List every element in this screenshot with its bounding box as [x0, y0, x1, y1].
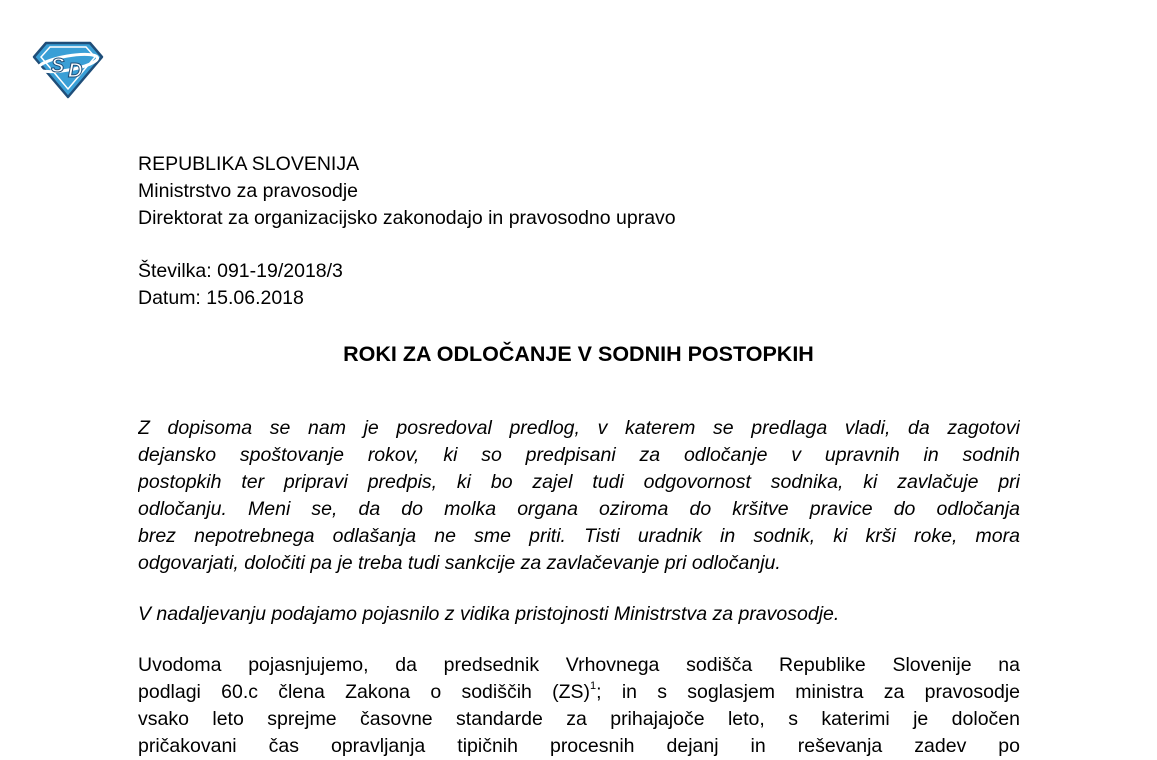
document-number: Številka: 091-19/2018/3 [138, 260, 343, 282]
paragraph3-line2-before: podlagi 60.c člena Zakona o sodiščih (ZS) [138, 681, 591, 703]
letterhead-country: REPUBLIKA SLOVENIJA [138, 153, 360, 175]
letterhead-directorate: Direktorat za organizacijsko zakonodajo in pravosodno upravo [138, 207, 676, 229]
paragraph2: V nadaljevanju podajamo pojasnilo z vidika pristojnosti Ministrstva za pravosodje. [138, 603, 840, 625]
svg-text:S: S [51, 55, 65, 77]
document-date: Datum: 15.06.2018 [138, 287, 304, 309]
document-meta [138, 258, 343, 312]
paragraph1-line: odgovarjati, določiti pa je treba tudi sankcije za zavlačevanje pri odločanju. [138, 552, 781, 574]
document-title: ROKI ZA ODLOČANJE V SODNIH POSTOPKIH [343, 342, 814, 366]
paragraph1-line: odločanju. Meni se, da do molka organa oziroma do kršitve pravice do odločanja [138, 498, 1020, 520]
letterhead-ministry: Ministrstvo za pravosodje [138, 180, 359, 202]
paragraph3-line: vsako leto sprejme časovne standarde za prihajajoče leto, s katerimi je določen [138, 708, 1020, 730]
paragraph3-line2-after: ; in s soglasjem ministra za pravosodje [596, 681, 1020, 703]
footnote-marker[interactable]: 1 [590, 680, 597, 692]
paragraph1-line: Z dopisoma se nam je posredoval predlog, v katerem se predlaga vladi, da zagotovi [138, 417, 1020, 439]
sd-logo-icon [32, 41, 104, 99]
paragraph1-line: postopkih ter pripravi predpis, ki bo zajel tudi odgovornost sodnika, ki zavlačuje pri [138, 471, 1020, 493]
letterhead [138, 151, 676, 232]
paragraph3-line: Uvodoma pojasnjujemo, da predsednik Vrhovnega sodišča Republike Slovenije na [138, 654, 1020, 676]
paragraph3-line [138, 679, 1020, 706]
svg-text:D: D [68, 60, 83, 82]
paragraph1-line: dejansko spoštovanje rokov, ki so predpisani za odločanje v upravnih in sodnih [138, 444, 1020, 466]
paragraph1-line: brez nepotrebnega odlašanja ne sme priti. Tisti uradnik in sodnik, ki krši roke, mora [138, 525, 1020, 547]
paragraph3-line: pričakovani čas opravljanja tipičnih procesnih dejanj in reševanja zadev po [138, 735, 1020, 757]
